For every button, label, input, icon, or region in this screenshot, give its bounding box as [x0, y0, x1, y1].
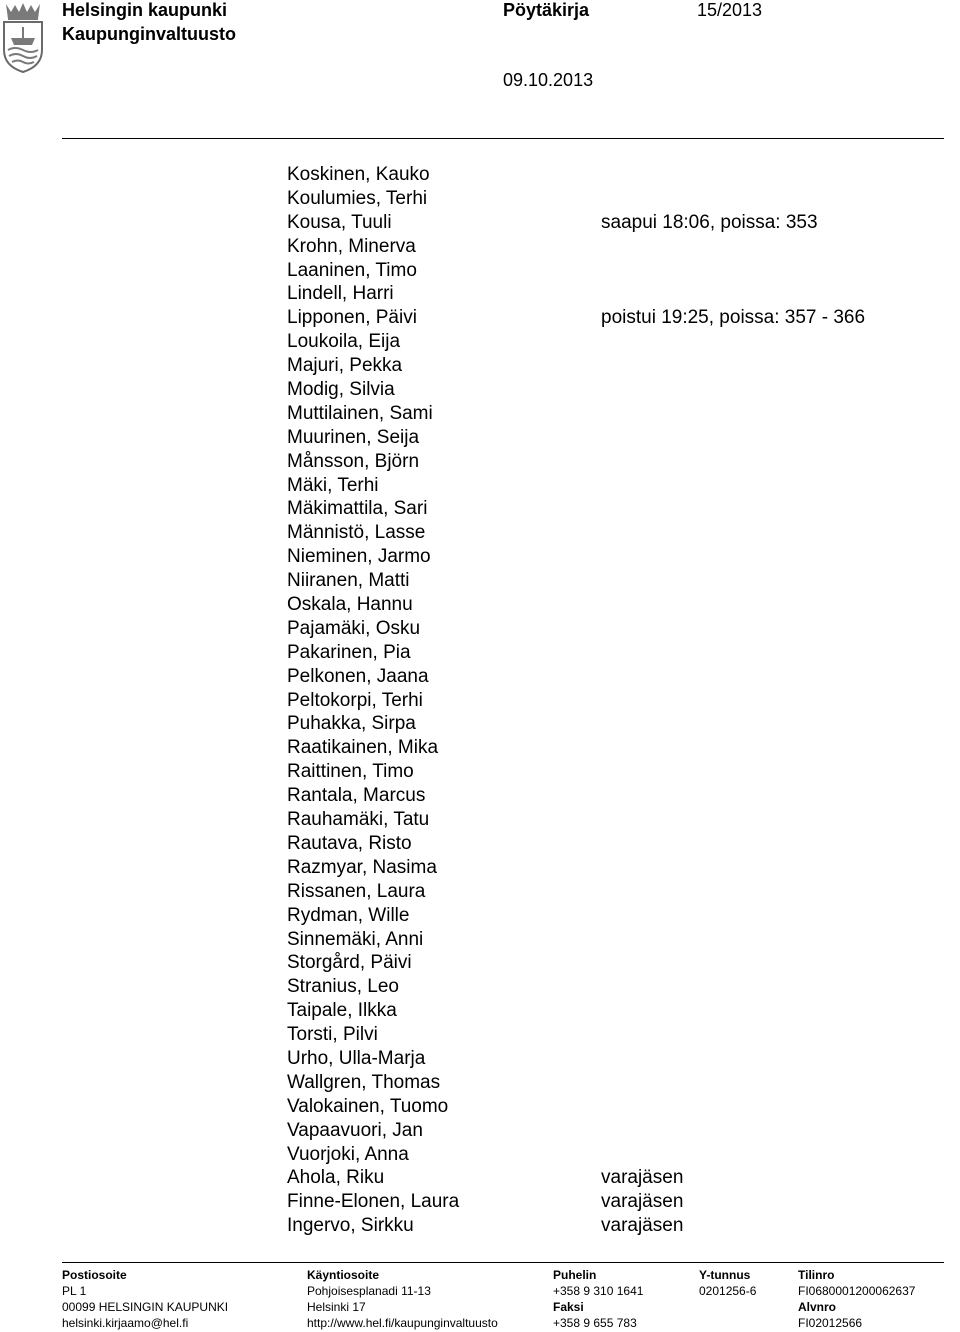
footer-label: Alvnro	[798, 1300, 837, 1314]
footer-label: Puhelin	[553, 1268, 597, 1282]
attendee-name: Peltokorpi, Terhi	[287, 689, 423, 711]
attendee-name: Majuri, Pekka	[287, 355, 403, 377]
attendee-name: Oskala, Hannu	[287, 594, 413, 616]
document-number: 15/2013	[697, 0, 763, 20]
attendee-note: saapui 18:06, poissa: 353	[601, 211, 818, 233]
attendee-name: Laaninen, Timo	[287, 259, 417, 281]
attendee-row	[287, 1095, 927, 1119]
attendee-name: Muttilainen, Sami	[287, 402, 433, 424]
attendee-name: Koskinen, Kauko	[287, 164, 430, 185]
header-divider	[62, 138, 944, 139]
attendee-name: Puhakka, Sirpa	[287, 713, 416, 735]
attendee-row	[287, 736, 927, 760]
attendee-name: Pelkonen, Jaana	[287, 665, 429, 687]
attendee-name: Pakarinen, Pia	[287, 641, 411, 663]
attendee-name: Ahola, Riku	[287, 1167, 385, 1189]
attendee-name: Vapaavuori, Jan	[287, 1119, 423, 1141]
footer-phone	[553, 1267, 643, 1331]
footer-label: Faksi	[553, 1300, 584, 1314]
footer-text: Helsinki 17	[307, 1300, 366, 1314]
attendee-name: Valokainen, Tuomo	[287, 1095, 449, 1117]
attendee-row	[287, 1214, 927, 1238]
attendee-row	[287, 1023, 927, 1047]
attendee-name: Wallgren, Thomas	[287, 1071, 441, 1093]
attendee-name: Krohn, Minerva	[287, 235, 416, 257]
attendee-row	[287, 880, 927, 904]
footer-text: PL 1	[62, 1284, 87, 1298]
attendee-row	[287, 1071, 927, 1095]
attendee-row	[287, 1047, 927, 1071]
attendee-row	[287, 378, 927, 402]
attendee-row	[287, 235, 927, 259]
attendee-row	[287, 330, 927, 354]
organization-name	[62, 0, 236, 46]
footer-business-id	[699, 1267, 756, 1299]
footer-visiting-address	[307, 1267, 498, 1331]
attendee-row	[287, 474, 927, 498]
helsinki-coat-of-arms-icon	[0, 0, 46, 74]
attendee-name: Rautava, Risto	[287, 832, 412, 854]
attendee-name: Ingervo, Sirkku	[287, 1215, 414, 1237]
attendee-name: Muurinen, Seija	[287, 426, 420, 448]
attendee-row	[287, 689, 927, 713]
attendee-row	[287, 521, 927, 545]
footer-postal-address	[62, 1267, 228, 1331]
attendee-name: Raatikainen, Mika	[287, 737, 439, 759]
attendee-name: Månsson, Björn	[287, 450, 420, 472]
attendee-row	[287, 402, 927, 426]
attendee-row	[287, 593, 927, 617]
attendee-name: Vuorjoki, Anna	[287, 1143, 409, 1165]
attendee-name: Modig, Silvia	[287, 379, 395, 401]
attendee-row	[287, 1190, 927, 1214]
footer-email: helsinki.kirjaamo@hel.fi	[62, 1316, 189, 1330]
attendee-name: Rydman, Wille	[287, 904, 410, 926]
attendee-name: Razmyar, Nasima	[287, 856, 437, 878]
attendee-name: Rissanen, Laura	[287, 880, 426, 902]
attendee-name: Urho, Ulla-Marja	[287, 1047, 426, 1069]
attendee-row	[287, 282, 927, 306]
attendee-row	[287, 354, 927, 378]
footer-label: Tilinro	[798, 1268, 835, 1282]
attendee-row	[287, 617, 927, 641]
attendee-note: poistui 19:25, poissa: 357 - 366	[601, 307, 866, 329]
attendee-row	[287, 163, 927, 187]
attendee-name: Raittinen, Timo	[287, 761, 414, 783]
attendee-name: Nieminen, Jarmo	[287, 546, 431, 568]
footer-text: Pohjoisesplanadi 11-13	[307, 1284, 431, 1298]
attendee-note: varajäsen	[601, 1167, 684, 1189]
attendee-name: Koulumies, Terhi	[287, 187, 428, 209]
attendee-note: varajäsen	[601, 1191, 684, 1213]
meeting-date: 09.10.2013	[503, 70, 594, 90]
attendee-name: Mäkimattila, Sari	[287, 498, 428, 520]
attendee-row	[287, 712, 927, 736]
attendee-row	[287, 545, 927, 569]
attendee-row	[287, 497, 927, 521]
attendee-row	[287, 951, 927, 975]
attendee-row	[287, 450, 927, 474]
attendee-name: Niiranen, Matti	[287, 570, 410, 592]
attendee-row	[287, 904, 927, 928]
attendee-row	[287, 259, 927, 283]
attendee-name: Rantala, Marcus	[287, 785, 426, 807]
attendee-row	[287, 1143, 927, 1167]
attendee-row	[287, 569, 927, 593]
attendee-row	[287, 784, 927, 808]
attendee-row	[287, 306, 927, 330]
attendee-row	[287, 928, 927, 952]
footer-url: http://www.hel.fi/kaupunginvaltuusto	[307, 1316, 498, 1330]
attendee-name: Taipale, Ilkka	[287, 1000, 397, 1022]
attendee-name: Lipponen, Päivi	[287, 307, 417, 329]
footer-text: 00099 HELSINGIN KAUPUNKI	[62, 1300, 229, 1314]
attendee-name: Mäki, Terhi	[287, 474, 379, 496]
attendee-row	[287, 665, 927, 689]
attendee-name: Kousa, Tuuli	[287, 211, 392, 233]
attendee-name: Finne-Elonen, Laura	[287, 1191, 460, 1213]
footer-text: FI0680001200062637	[798, 1284, 916, 1298]
attendee-row	[287, 1119, 927, 1143]
attendee-row	[287, 808, 927, 832]
footer-divider	[62, 1262, 944, 1263]
attendee-row	[287, 760, 927, 784]
attendee-name: Torsti, Pilvi	[287, 1024, 378, 1046]
footer-bank-account	[798, 1267, 915, 1331]
attendee-row	[287, 426, 927, 450]
footer-label: Käyntiosoite	[307, 1268, 380, 1282]
attendee-name: Loukoila, Eija	[287, 331, 401, 353]
attendee-row	[287, 975, 927, 999]
document-type: Pöytäkirja	[503, 0, 590, 20]
attendee-row	[287, 641, 927, 665]
attendee-note: varajäsen	[601, 1215, 684, 1237]
attendee-row	[287, 211, 927, 235]
attendee-name: Storgård, Päivi	[287, 952, 412, 974]
organization-line-1: Helsingin kaupunki	[62, 0, 228, 20]
attendee-name: Männistö, Lasse	[287, 522, 426, 544]
organization-line-2: Kaupunginvaltuusto	[62, 24, 236, 44]
attendee-row	[287, 1166, 927, 1190]
footer-text: +358 9 310 1641	[553, 1284, 644, 1298]
footer-text: +358 9 655 783	[553, 1316, 637, 1330]
attendee-name: Pajamäki, Osku	[287, 617, 421, 639]
attendee-name: Rauhamäki, Tatu	[287, 809, 430, 831]
footer-label: Y-tunnus	[699, 1268, 751, 1282]
attendee-row	[287, 187, 927, 211]
attendee-row	[287, 999, 927, 1023]
attendee-name: Lindell, Harri	[287, 283, 394, 305]
attendee-row	[287, 832, 927, 856]
footer-text: FI02012566	[798, 1316, 863, 1330]
attendee-list	[287, 163, 927, 1238]
attendee-row	[287, 856, 927, 880]
footer-text: 0201256-6	[699, 1284, 757, 1298]
attendee-name: Stranius, Leo	[287, 976, 399, 998]
attendee-name: Sinnemäki, Anni	[287, 928, 424, 950]
footer-label: Postiosoite	[62, 1268, 127, 1282]
